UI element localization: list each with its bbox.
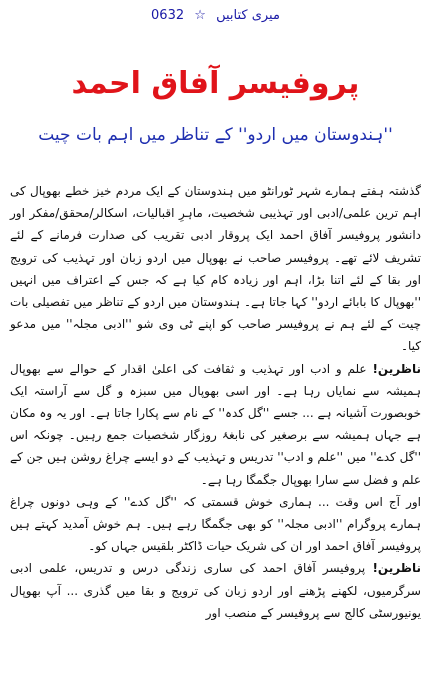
page-header [0, 8, 431, 23]
question-paragraph [10, 358, 421, 491]
intro-paragraph: گذشتہ ہفتے ہمارے شہر ٹورانٹو میں ہندوستان کے ایک مردم خیز خطے بھوپال کی اہم ترین علمی/ادبی اور تہذیبی شخصیت، ماہرِ اقبالیات، اسکالر/محقق/مفکر اور دانشور پروفیسر آفاق احمد ایک پروقار ادبی تقریب کی صدارت فرمانے کے لئے تشریف لائے تھے۔ پروفیسر صاحب نے بھوپال میں اردو زبان اور تہذیب کی ترویج اور بقا کے لئے اتنا بڑا، اہم اور زیادہ کام کیا ہے کہ جس کے اعتراف میں انہیں ''بھوپال کا بابائے اردو'' کہا جاتا ہے۔ ہندوستان میں اردو کے تناظر میں تفصیلی بات چیت کے لئے ہم نے پروفیسر صاحب کو اپنے ٹی وی شو ''ادبی مجلہ'' میں مدعو کیا۔ [10, 184, 421, 354]
question-text: علم و ادب اور تہذیب و ثقافت کی اعلیٰ اقدار کے حوالے سے بھوپال ہمیشہ سے نمایاں رہا ہے۔ اور اسی بھوپال میں سبزہ و گل سے آراستہ ایک خوبصورت آشیانہ ہے ... جسے ''گل کدہ'' کے نام سے پکارا جاتا ہے۔ اور یہ وہ مکان ہے جہاں ہمیشہ سے برصغیر کی نابغۂ روزگار شخصیات جمع رہیں۔ چونکہ اس ''گل کدے'' میں ''علم و ادب'' تدریس و تہذیب کے دو ایسے چراغ روشن ہیں جن کے علم و فضل سے سارا بھوپال جگمگا رہا ہے۔ [10, 361, 421, 487]
article-subtitle: ''ہندوستان میں اردو'' کے تناظر میں اہم بات چیت [38, 125, 393, 145]
question-paragraph: اور آج اس وقت ... ہماری خوش قسمتی کہ ''گل کدے'' کے وہی دونوں چراغ ہمارے پروگرام ''ادبی مجلہ'' کو بھی جگمگا رہے ہیں۔ ہم خوش آمدید کہتے ہیں پروفیسر آفاق احمد اور ان کی شریک حیات ڈاکٹر بلقیس جہاں کو۔ [10, 494, 421, 554]
speaker-label: ناظرین! [372, 561, 421, 576]
article-body [10, 180, 421, 624]
question-paragraph [10, 557, 421, 624]
question-text: پروفیسر آفاق احمد کی ساری زندگی درس و تدریس، علمی ادبی سرگرمیوں، لکھنے پڑھنے اور اردو زبان کی ترویج و بقا میں گذری ... آپ بھوپال یونیورسٹی کالج سے پروفیسر کے منصب اور [10, 561, 421, 620]
article-title: پروفیسر آفاق احمد [71, 66, 360, 101]
site-name[interactable]: میری کتابیں [216, 8, 280, 23]
star-icon: ☆ [194, 8, 206, 23]
page-code: 0632 [151, 8, 185, 23]
speaker-label: ناظرین! [372, 361, 421, 376]
